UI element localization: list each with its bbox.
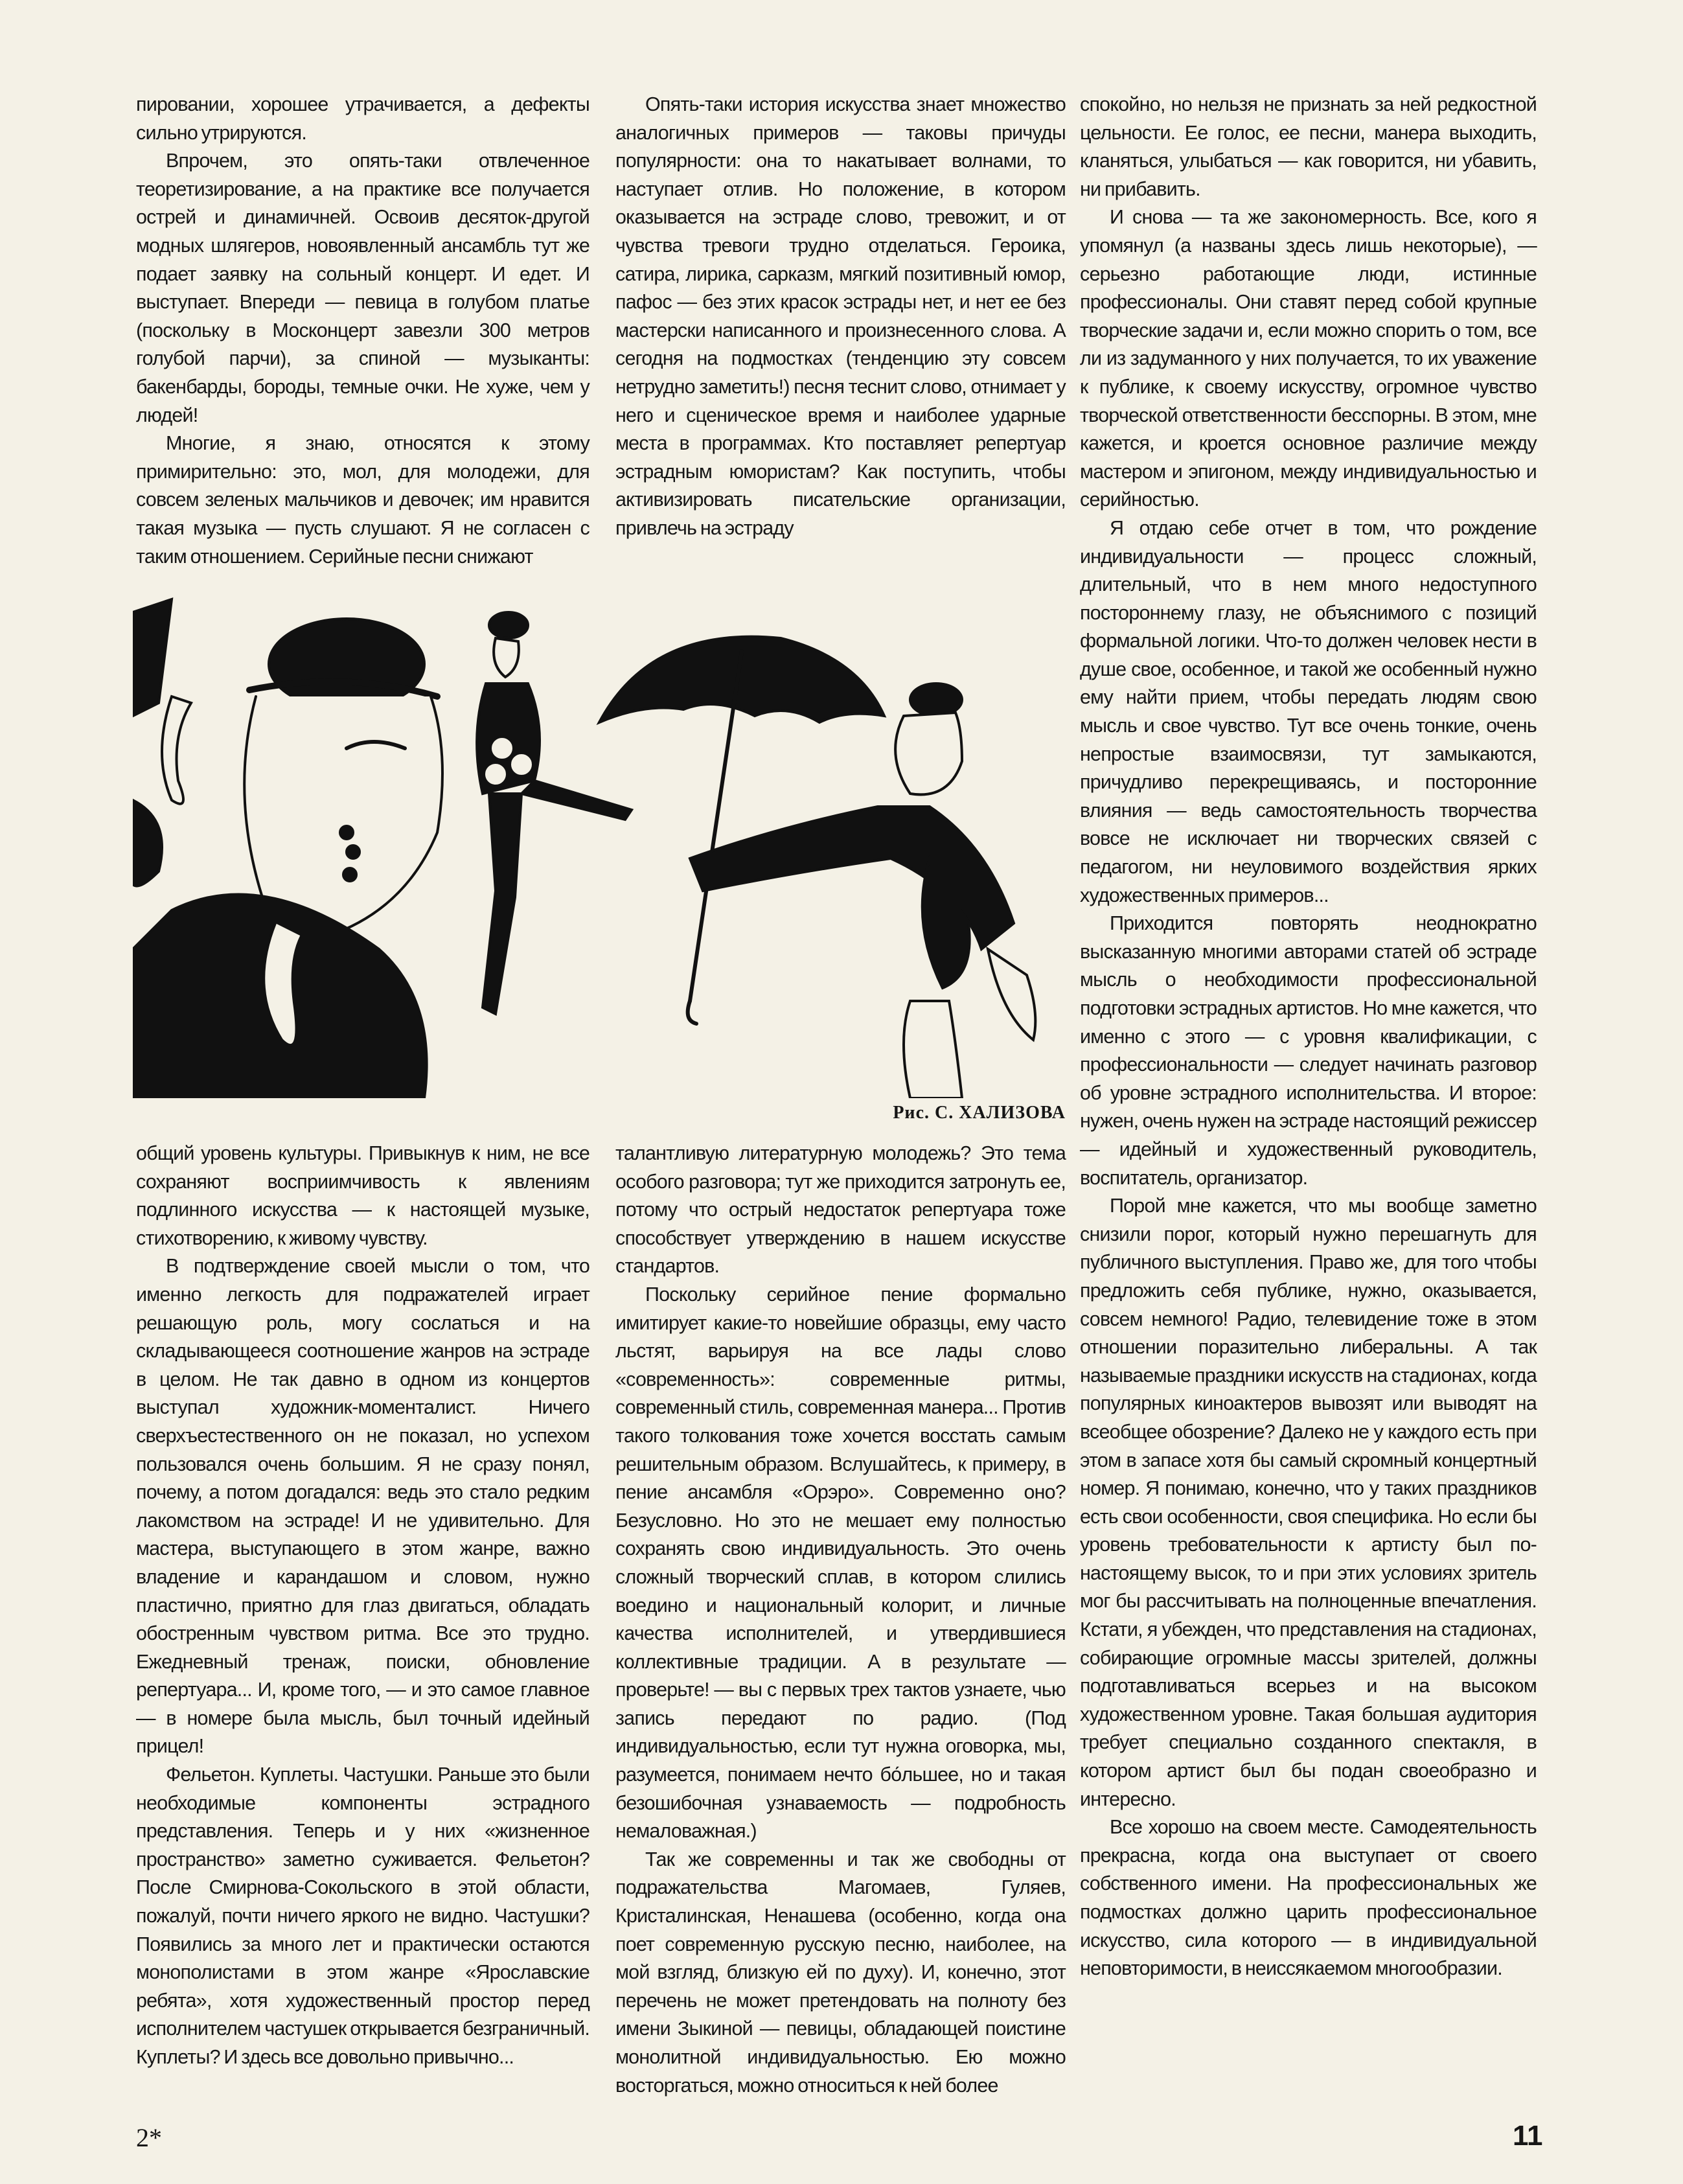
paragraph: Поскольку серийное пение формально имитирует какие-то новейшие образцы, ему часто льстят, варьируя на все лады слово «современность»: современные ритмы, современный стиль, современная манера... Против такого толкования тоже хочется восстать самым решительным образом. Вслушайтесь, к примеру, в пение ансамбля «Орэро». Современно оно? Безусловно. Но это не мешает ему полностью сохранять свою индивидуальность. Это очень сложный творческий сплав, в котором слились воедино и национальный колорит, и личные качества исполнителей, и утвердившиеся коллективные традиции. А в результате — проверьте! — вы с первых трех тактов узнаете, чью запись передают по радио. (Под индивидуальностью, если тут нужна оговорка, мы, разумеется, понимаем нечто бо́льшее, но и такая безошибочная узнаваемость — подробность немаловажная.) [615, 1283, 1066, 1843]
paragraph: Так же современны и так же свободны от подражательства Магомаев, Гуляев, Кристалинская, Ненашева (особенно, когда она поет современную русскую песню, наиболее, на мой взгляд, близкую ей по духу). И, конечно, этот перечень не может претендовать на полноту без имени Зыкиной — певицы, обладающей поистине монолитной индивидуальностью. Ею можно восторгаться, можно относиться к ней более [615, 1848, 1066, 2097]
bowler-hat-icon [489, 612, 528, 638]
paragraph: пировании, хорошее утрачивается, а дефекты сильно утрируются. [136, 93, 590, 144]
illustration-caption: Рис. С. ХАЛИЗОВА [893, 1103, 1066, 1123]
column-3 [1080, 91, 1537, 1983]
paragraph: В подтверждение своей мысли о том, что именно легкость для подражателей играет решающую роль, могу сослаться и на складывающееся соотношение жанров на эстраде в целом. Не так давно в одном из концертов выступал художник-моменталист. Ничего сверхъестественного он не показал, но успехом пользовался очень большим. Я не сразу понял, почему, а потом догадался: ведь это стало редким лакомством на эстраде! И не удивительно. Для мастера, выступающего в этом жанре, важно владение и карандашом и словом, нужно пластично, приятно для глаз двигаться, обладать обостренным чувством ритма. Все это трудно. Ежедневный тренаж, поиски, обновление репертуара... И, кроме того, — и это самое главное — в номере была мысль, был точный идейный прицел! [136, 1255, 590, 1758]
column-2-bottom [615, 1140, 1066, 2100]
paragraph: Фельетон. Куплеты. Частушки. Раньше это были необходимые компоненты эстрадного представления. Теперь и у них «жизненное пространство» заметно суживается. Фельетон? После Смирнова-Сокольского в этой области, пожалуй, почти ничего яркого не видно. Частушки? Появились за много лет и практически остаются монополистами в этом жанре «Ярославские ребята», хотя художественный простор перед исполнителем частушек открывается безграничный. Куплеты? И здесь все довольно привычно... [136, 1764, 590, 2068]
illustration-shape [133, 800, 162, 886]
signature-mark: 2* [136, 2123, 162, 2152]
column-2-top [615, 91, 1066, 543]
paragraph: И снова — та же закономерность. Все, кого я упомянул (а названы здесь лишь некоторые), — серьезно работающие люди, истинные профессионалы. Они ставят перед собой крупные творческие задачи и, если можно спорить о том, все ли из задуманного у них получается, то их уважение к публике, к своему искусству, огромное чувство творческой ответственности бесспорны. В этом, мне кажется, и кроется основное различие между мастером и эпигоном, между индивидуальностью и серийностью. [1080, 206, 1537, 511]
page-number: 11 [1513, 2120, 1543, 2152]
paragraph: Опять-таки история искусства знает множество аналогичных примеров — таковы причуды популярности: она то накатывает волнами, то наступает отлив. Но положение, в котором оказывается на эстраде слово, тревожит, и от чувства тревоги трудно отделаться. Героика, сатира, лирика, сарказм, мягкий позитивный юмор, пафос — без этих красок эстрады нет, и нет ее без мастерски написанного и произнесенного слова. А сегодня на подмостках (тенденцию эту совсем нетрудно заметить!) песня теснит слово, отнимает у него и сценическое время и наиболее ударные места в программах. Кто поставляет репертуар эстрадным юмористам? Как поступить, чтобы активизировать писательские организации, привлечь на эстраду [615, 93, 1066, 539]
paragraph: Приходится повторять неоднократно высказанную многими авторами статей об эстраде мысль о необходимости профессиональной подготовки эстрадных артистов. Но мне кажется, что именно с этого — с уровня квалификации, с профессиональности — следует начинать разговор об уровне эстрадного исполнительства. И второе: нужен, очень нужен на эстраде настоящий режиссер — идейный и художественный руководитель, воспитатель, организатор. [1080, 912, 1537, 1189]
paragraph: спокойно, но нельзя не признать за ней редкостной цельности. Ее голос, ее песни, манера выходить, кланяться, улыбаться — как говорится, ни убавить, ни прибавить. [1080, 93, 1537, 200]
paragraph: общий уровень культуры. Привыкнув к ним, не все сохраняют восприимчивость к явлениям подлинного искусства — к настоящей музыке, стихотворению, к живому чувству. [136, 1142, 590, 1249]
column-1-top [136, 91, 590, 571]
paragraph: Многие, я знаю, относятся к этому примирительно: это, мол, для молодежи, для совсем зеленых мальчиков и девочек; им нравится такая музыка — пусть слушают. Я не согласен с таким отношением. Серийные песни снижают [136, 432, 590, 568]
bowler-hat-icon [269, 619, 424, 709]
paragraph: Я отдаю себе отчет в том, что рождение индивидуальности — процесс сложный, длительный, что в нем много недоступного постороннему глазу, не объяснимого с позиций формальной логики. Что-то должен человек нести в душе свое, особенное, и такой же особенный нужно ему найти прием, чтобы передать людям свою мысль и свое чувство. Тут все очень тонкие, очень непростые взаимосвязи, тут замыкаются, причудливо перекрещиваясь, и посторонние влияния — ведь самостоятельность творчества вовсе не исключает ни творческих связей с педагогом, ни неуловимого воздействия ярких художественных примеров... [1080, 516, 1537, 906]
paragraph: Впрочем, это опять-таки отвлеченное теоретизирование, а на практике все получается острей и динамичней. Освоив десяток-другой модных шлягеров, новоявленный ансамбль тут же подает заявку на сольный концерт. И едет. И выступает. Впереди — певица в голубом платье (поскольку в Москонцерт завезли 300 метров голубой парчи), за спиной — музыканты: бакенбарды, бороды, темные очки. Не хуже, чем у людей! [136, 150, 590, 426]
column-1-bottom [136, 1140, 590, 2072]
paragraph: талантливую литературную молодежь? Это тема особого разговора; тут же приходится затронуть ее, потому что острый недостаток репертуара тоже способствует утверждению в нашем искусстве стандартов. [615, 1142, 1066, 1278]
paragraph: Порой мне кажется, что мы вообще заметно снизили порог, который нужно перешагнуть для публичного выступления. Право же, для того чтобы предложить себя публике, нужно, оказывается, совсем немного! Радио, телевидение тоже в этом отношении поразительно либеральны. А так называемые праздники искусств на стадионах, когда популярных киноактеров вывозят или выводят на всеобщее обозрение? Далеко не у каждого есть при этом в запасе хотя бы самый скромный концертный номер. Я понимаю, конечно, что у таких праздников есть свои особенности, своя специфика. Но если бы уровень требовательности к артисту был по-настоящему высок, то и при этих условиях зритель мог бы рассчитывать на полноценные впечатления. Кстати, я убежден, что представления на стадионах, собирающие огромные массы зрителей, должны подготавливаться всерьез и на высоком художественном уровне. Такая большая аудитория требует специально созданного спектакля, в котором артист был бы подан своеобразно и интересно. [1080, 1195, 1537, 1810]
cartoon-illustration [133, 586, 1066, 1098]
paragraph: Все хорошо на своем месте. Самодеятельность прекрасна, когда она выступает от своего собственного имени. На профессиональных же подмостках должно царить профессиональное искусство, сила которого — в индивидуальной неповторимости, в неиссякаемом многообразии. [1080, 1816, 1537, 1980]
illustration-shape [133, 599, 172, 716]
bowler-hat-icon [910, 684, 962, 716]
